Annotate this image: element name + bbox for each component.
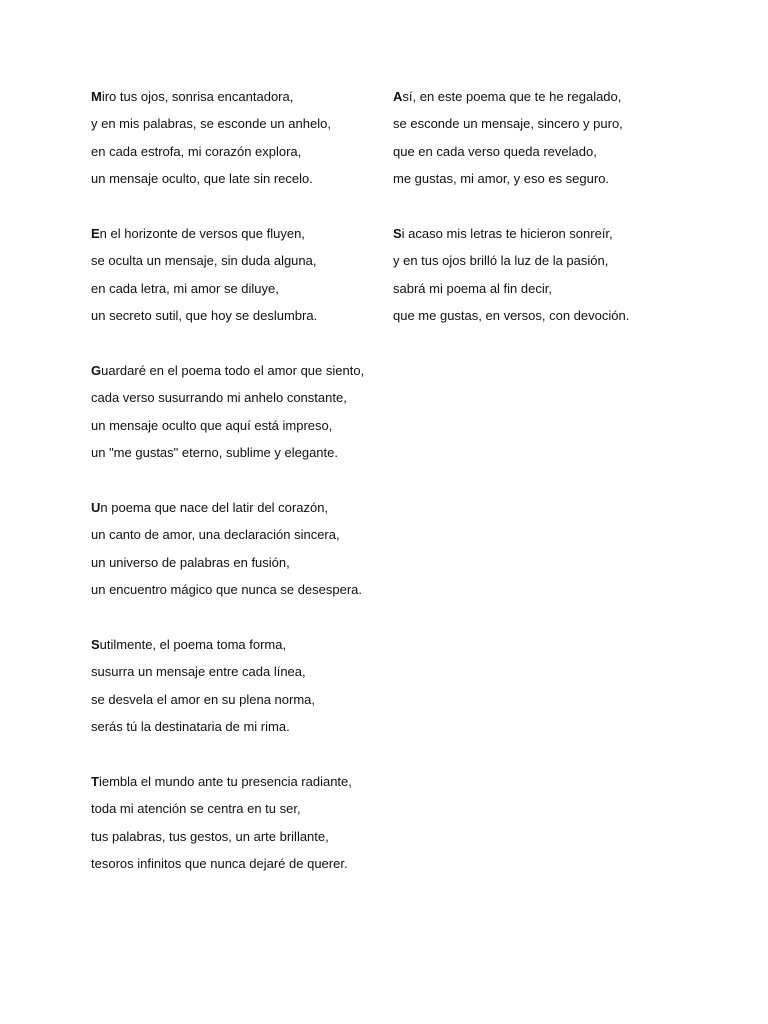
stanza <box>91 494 381 604</box>
verse-line: un canto de amor, una declaración sincera, <box>91 527 340 543</box>
acrostic-initial: U <box>91 499 101 515</box>
acrostic-initial: A <box>393 89 403 104</box>
acrostic-initial: S <box>91 636 100 652</box>
verse-line: un "me gustas" eterno, sublime y elegante. <box>91 445 338 461</box>
verse-line: se oculta un mensaje, sin duda alguna, <box>91 253 317 269</box>
acrostic-initial: G <box>91 362 102 378</box>
verse-line: un universo de palabras en fusión, <box>91 554 290 570</box>
verse-line: toda mi atención se centra en tu ser, <box>91 801 301 817</box>
verse-line: cada verso susurrando mi anhelo constante, <box>91 390 347 406</box>
stanza <box>393 220 693 330</box>
acrostic-initial: S <box>393 225 402 241</box>
verse-line: Así, en este poema que te he regalado, <box>393 89 622 104</box>
verse-line: un mensaje oculto, que late sin recelo. <box>91 171 313 187</box>
poem-column-left <box>91 83 381 905</box>
stanza <box>91 357 381 467</box>
verse-line: Guardaré en el poema todo el amor que siento, <box>91 362 365 378</box>
verse-line: y en tus ojos brilló la luz de la pasión, <box>393 253 609 269</box>
verse-line: susurra un mensaje entre cada línea, <box>91 664 306 680</box>
stanza <box>91 768 381 878</box>
verse-line: se desvela el amor en su plena norma, <box>91 691 316 707</box>
verse-line: se esconde un mensaje, sincero y puro, <box>393 116 623 132</box>
verse-line: Tiembla el mundo ante tu presencia radiante, <box>91 773 352 789</box>
poem-column-right <box>393 83 693 357</box>
verse-line: que en cada verso queda revelado, <box>393 143 597 159</box>
verse-line: un secreto sutil, que hoy se deslumbra. <box>91 308 318 324</box>
verse-line: Un poema que nace del latir del corazón, <box>91 499 329 515</box>
verse-line: en cada letra, mi amor se diluye, <box>91 280 279 296</box>
verse-line: me gustas, mi amor, y eso es seguro. <box>393 171 610 187</box>
verse-line: Miro tus ojos, sonrisa encantadora, <box>91 89 294 104</box>
stanza <box>91 631 381 741</box>
verse-line: y en mis palabras, se esconde un anhelo, <box>91 116 331 132</box>
verse-line: un mensaje oculto que aquí está impreso, <box>91 417 333 433</box>
stanza <box>91 220 381 330</box>
verse-line: que me gustas, en versos, con devoción. <box>393 308 630 324</box>
verse-line: Si acaso mis letras te hicieron sonreír, <box>393 225 613 241</box>
verse-line: Sutilmente, el poema toma forma, <box>91 636 287 652</box>
verse-line: serás tú la destinataria de mi rima. <box>91 718 290 734</box>
verse-line: En el horizonte de versos que fluyen, <box>91 225 305 241</box>
acrostic-initial: T <box>91 773 99 789</box>
stanza <box>91 83 381 193</box>
acrostic-initial: M <box>91 89 102 104</box>
acrostic-initial: E <box>91 225 100 241</box>
verse-line: un encuentro mágico que nunca se desespera. <box>91 582 363 598</box>
verse-line: sabrá mi poema al fin decir, <box>393 280 552 296</box>
verse-line: en cada estrofa, mi corazón explora, <box>91 143 302 159</box>
stanza <box>393 83 693 193</box>
verse-line: tesoros infinitos que nunca dejaré de querer. <box>91 855 348 871</box>
verse-line: tus palabras, tus gestos, un arte brillante, <box>91 828 329 844</box>
